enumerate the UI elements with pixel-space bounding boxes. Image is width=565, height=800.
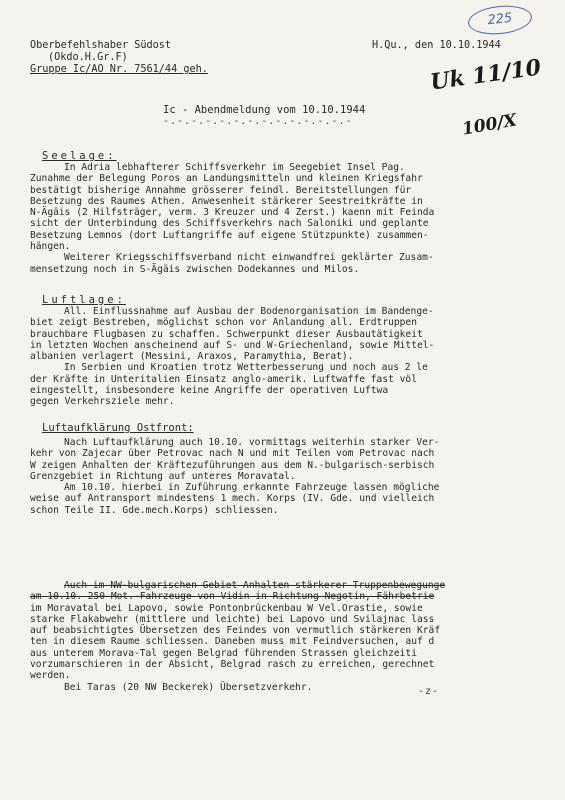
section-heading-ostfront: Luftaufklärung Ostfront:	[42, 422, 194, 434]
header-line-3: Gruppe Ic/AO Nr. 7561/44 geh.	[30, 64, 208, 75]
section-body-ostfront	[30, 437, 439, 516]
text-line: In Adria lebhafterer Schiffsverkehr im Seegebiet Insel Pag.	[64, 162, 405, 173]
text-line: schon Teile II. Gde.mech.Korps) schliessen.	[30, 504, 279, 516]
text-line: Am 10.10. hierbei in Zuführung erkannte Fahrzeuge lassen mögliche	[64, 482, 440, 494]
text-line: Weiterer Kriegsschiffsverband nicht einwandfrei geklärter Zusam-	[64, 252, 434, 264]
text-line: Grenzgebiet in Richtung auf unteres Moravatal.	[30, 470, 296, 482]
text-line: Auch im NW-bulgarischen Gebiet Anhalten stärkerer Truppenbewegunge	[64, 580, 446, 591]
text-line: gegen Verkehrsziele mehr.	[30, 396, 175, 408]
text-line: Bei Taras (20 NW Beckerek) Übersetzverkehr.	[64, 681, 313, 693]
text-line: kehr von Zajecar über Petrovac nach N und mit Teilen vom Petrovac nach	[30, 448, 435, 460]
text-line: W zeigen Anhalten der Kräftezuführungen aus dem N.-bulgarisch-serbisch	[30, 459, 435, 471]
text-line: starke Flakabwehr (mittlere und leichte) bei Lapovo und Svilajnac lass	[30, 613, 435, 625]
header-date: H.Qu., den 10.10.1944	[372, 40, 501, 51]
title-underline-dashes: -.-.-.-.-.-.-.-.-.-.-.-.-.-	[163, 116, 353, 127]
handwritten-initials: Uk 11/10	[428, 54, 543, 96]
text-line: am 10.10. 250 Mot.-Fahrzeuge von Vidin in Richtung Negotin, Fährbetrie	[30, 591, 435, 603]
section-heading-seelage: Seelage:	[42, 150, 117, 162]
text-line: vorzumarschieren in der Absicht, Belgrad rasch zu erreichen, gerechnet	[30, 659, 435, 671]
text-line: N-Ägäis (2 Hilfsträger, verm. 3 Kreuzer und 4 Zerst.) kaenn mit Feinda	[30, 207, 435, 219]
text-line: ten in diesem Raume schliessen. Daneben muss mit Feindversuchen, auf d	[30, 636, 435, 648]
text-line: hängen.	[30, 241, 71, 253]
archive-number-stamp: 225	[467, 3, 534, 38]
text-line: auf beabsichtigtes Übersetzen des Feindes von vermutlich stärkeren Kräf	[30, 625, 441, 637]
text-line: in letzten Wochen anscheinend auf S- und W-Griechenland, sowie Mittel-	[30, 339, 435, 351]
section-heading-luftlage: Luftlage:	[42, 294, 126, 306]
section-body-nachtrag	[30, 580, 445, 693]
handwritten-page-mark: 100/X	[460, 110, 519, 140]
text-line: Besetzung des Raumes Athen. Anwesenheit stärkerer Seestreitkräfte in	[30, 195, 423, 207]
text-line: bestätigt bisherige Annahme grösserer feindl. Bereitstellungen für	[30, 184, 412, 196]
section-body-luftlage	[30, 306, 434, 408]
text-line: mensetzung noch in S-Ägäis zwischen Dodekannes und Milos.	[30, 263, 360, 275]
text-line: Besetzung Lemnos (dort Luftangriffe auf eigene Stützpunkte) zusammen-	[30, 229, 429, 241]
text-line: albanien verlagert (Messini, Araxos, Paramythia, Berat).	[30, 351, 354, 363]
text-line: im Moravatal bei Lapovo, sowie Pontonbrückenbau W Vel.Orastie, sowie	[30, 602, 423, 614]
text-line: sicht der Unterbindung des Schiffsverkehrs nach Saloniki und geplante	[30, 218, 429, 230]
header-line-2: (Okdo.H.Gr.F)	[48, 52, 128, 63]
text-line: der Kräfte in Unteritalien Einsatz anglo-amerik. Luftwaffe fast völ	[30, 373, 417, 385]
text-line: Nach Luftaufklärung auch 10.10. vormittags weiterhin starker Ver-	[64, 437, 440, 448]
text-line: Zunahme der Belegung Poros an Landungsmitteln und kleinen Kriegsfahr	[30, 173, 423, 185]
section-body-seelage	[30, 162, 434, 275]
text-line: weise auf Antransport mindestens 1 mech. Korps (IV. Gde. und vielleich	[30, 493, 435, 505]
end-mark: -z-	[418, 686, 440, 697]
text-line: werden.	[30, 670, 71, 682]
header-line-1: Oberbefehlshaber Südost	[30, 40, 172, 51]
text-line: eingestellt, insbesondere keine Angriffe der operativen Luftwa	[30, 385, 389, 397]
text-line: biet zeigt Bestreben, möglichst schon vor Anlandung all. Erdtruppen	[30, 317, 417, 329]
text-line: All. Einflussnahme auf Ausbau der Bodenorganisation im Bandenge-	[64, 306, 434, 317]
text-line: brauchbare Flugbasen zu schaffen. Schwerpunkt dieser Ausbautätigkeit	[30, 328, 423, 340]
text-line: aus unterem Morava-Tal gegen Belgrad führenden Strassen gleichzeiti	[30, 647, 417, 659]
document-title: Ic - Abendmeldung vom 10.10.1944	[163, 104, 366, 116]
text-line: In Serbien und Kroatien trotz Wetterbesserung und noch aus 2 le	[64, 362, 428, 374]
